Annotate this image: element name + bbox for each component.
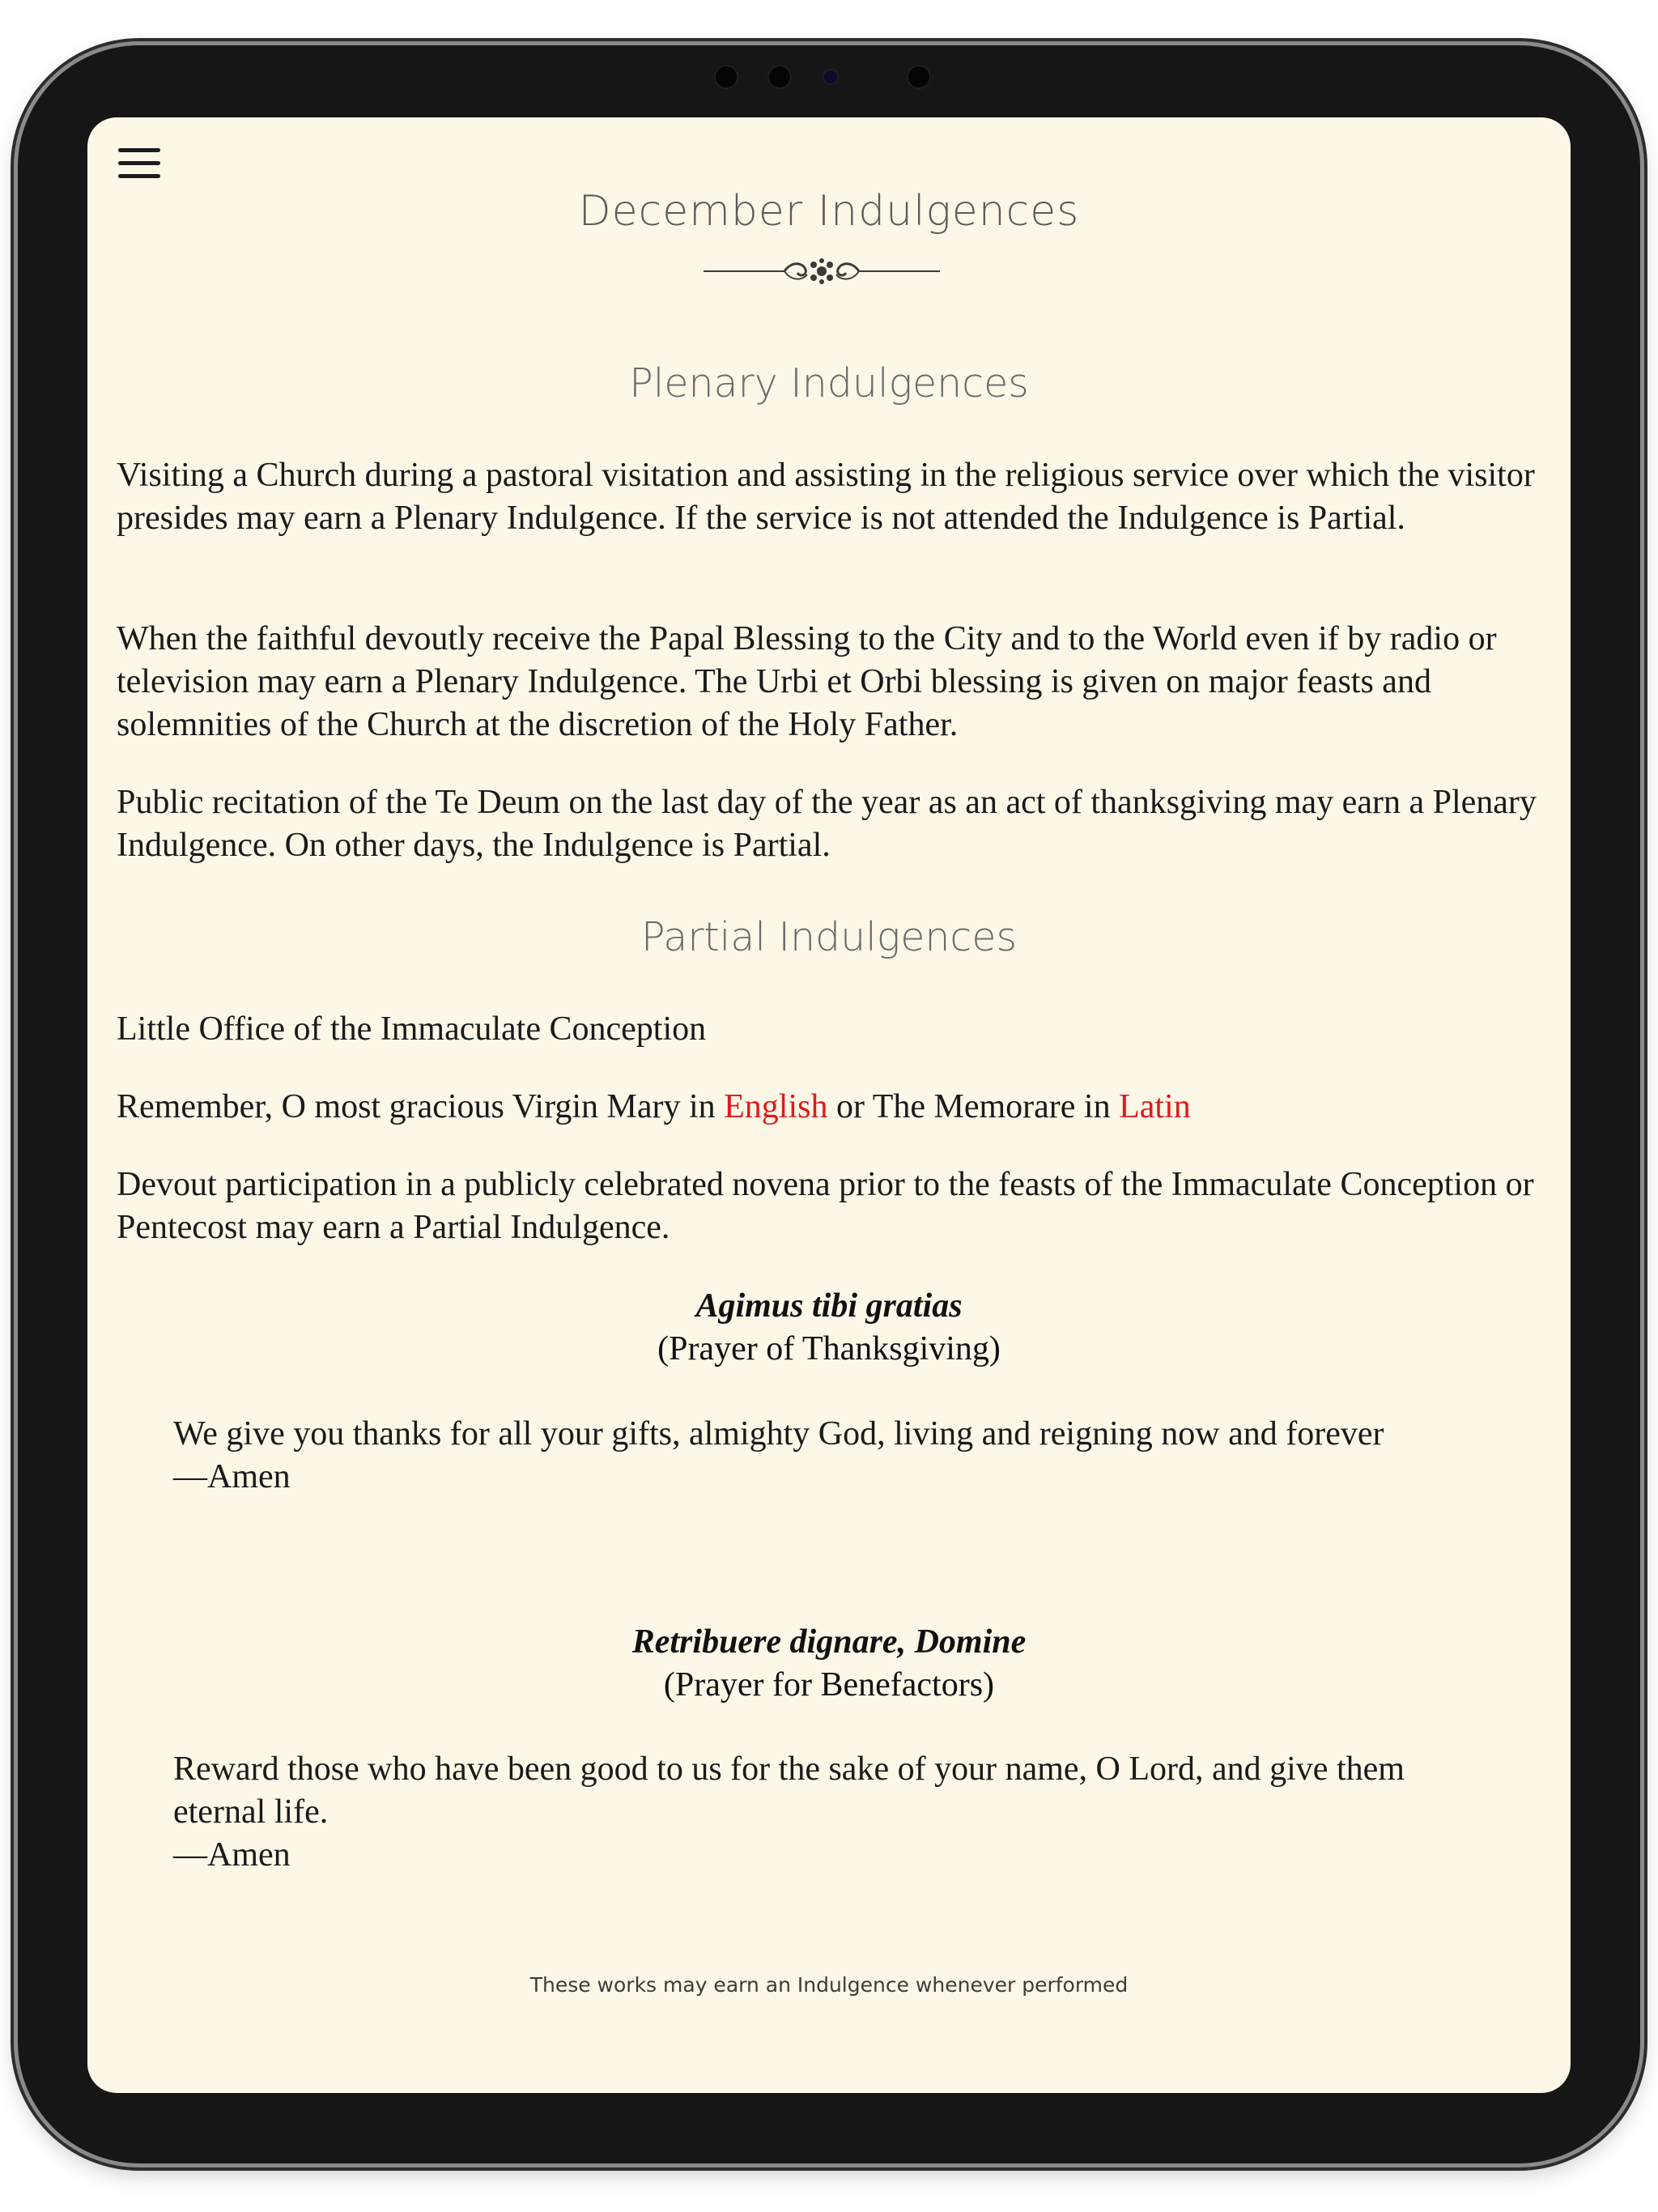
memorare-item — [117, 1086, 1541, 1129]
prayer-text-body: We give you thanks for all your gifts, almighty God, living and reigning now and forever — [173, 1415, 1384, 1453]
app-screen — [87, 117, 1571, 2093]
partial-item: Devout participation in a publicly celebrated novena prior to the feasts of the Immaculate Conception or Pentecost may earn a Partial Indulgence. — [117, 1166, 1534, 1246]
camera-sensor-icon — [769, 66, 790, 87]
memorare-latin-link[interactable]: Latin — [1119, 1088, 1191, 1125]
prayer-text — [173, 1748, 1469, 1877]
partial-item: Little Office of the Immaculate Conception — [117, 1010, 707, 1048]
prayer-latin-title: Agimus tibi gratias — [695, 1287, 963, 1325]
prayer-title — [87, 1285, 1571, 1371]
prayer-text-body: Reward those who have been good to us for the sake of your name, O Lord, and give them eternal life. — [173, 1750, 1405, 1831]
device-volume-down-button — [1640, 308, 1647, 397]
camera-sensor-icon — [716, 66, 737, 87]
memorare-middle: or The Memorare in — [827, 1088, 1120, 1125]
camera-lens-icon — [824, 70, 837, 83]
prayer-text — [173, 1413, 1469, 1499]
plenary-paragraph: Visiting a Church during a pastoral visitation and assisting in the religious service over which the visitor presides may earn a Plenary Indulgence. If the service is not attended the Indulgence is Partial. — [117, 457, 1535, 537]
plenary-paragraph: When the faithful devoutly receive the Papal Blessing to the City and to the World even if by radio or television may earn a Plenary Indulgence. The Urbi et Orbi blessing is given on major feasts and solemnities of the Church at the discretion of the Holy Father. — [117, 620, 1497, 743]
prayer-amen: —Amen — [173, 1458, 291, 1495]
partial-heading: Partial Indulgences — [640, 914, 1018, 960]
plenary-paragraph: Public recitation of the Te Deum on the last day of the year as an act of thanksgiving may earn a Plenary Indulgence. On other days, the Indulgence is Partial. — [117, 784, 1537, 864]
footer-note: These works may earn an Indulgence whenever performed — [529, 1973, 1129, 1997]
hamburger-menu-icon[interactable] — [118, 148, 160, 179]
prayer-english-title: (Prayer for Benefactors) — [663, 1666, 995, 1704]
device-volume-up-button — [1640, 202, 1647, 291]
ornamental-divider-icon — [700, 253, 943, 289]
page-title: December Indulgences — [578, 187, 1080, 236]
memorare-english-link[interactable]: English — [724, 1088, 828, 1125]
camera-sensor-icon — [908, 66, 929, 87]
plenary-heading: Plenary Indulgences — [629, 360, 1029, 406]
memorare-prefix: Remember, O most gracious Virgin Mary in — [117, 1088, 725, 1125]
prayer-amen: —Amen — [173, 1836, 291, 1874]
prayer-english-title: (Prayer of Thanksgiving) — [657, 1330, 1001, 1368]
prayer-latin-title: Retribuere dignare, Domine — [631, 1623, 1027, 1661]
prayer-title — [87, 1621, 1571, 1707]
